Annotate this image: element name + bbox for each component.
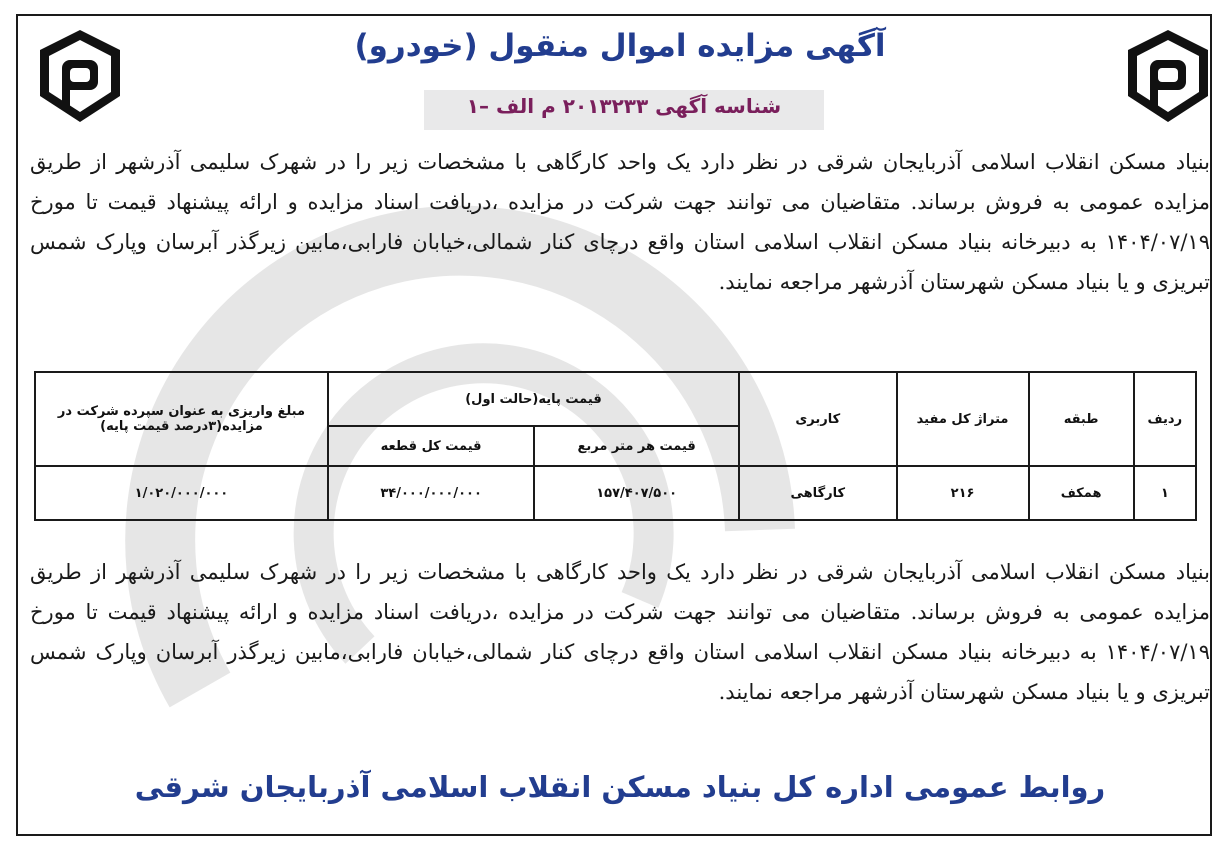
- header-row-no: ردیف: [1134, 372, 1196, 466]
- public-relations-signature: روابط عمومی اداره کل بنیاد مسکن انقلاب اسلامی آذربایجان شرقی: [134, 770, 1106, 804]
- header-usage: کاربری: [739, 372, 897, 466]
- cell-row-no: ۱: [1134, 466, 1196, 520]
- header-price-per-meter: قیمت هر متر مربع: [534, 426, 739, 466]
- table-row: [35, 466, 1196, 520]
- header-total-price: قیمت کل قطعه: [328, 426, 534, 466]
- cell-area: ۲۱۶: [897, 466, 1029, 520]
- cell-floor: همکف: [1029, 466, 1134, 520]
- bonyad-maskan-logo-icon: [1122, 26, 1214, 126]
- header-floor: طبقه: [1029, 372, 1134, 466]
- notice-paragraph-2: بنیاد مسکن انقلاب اسلامی آذربایجان شرقی در نظر دارد یک واحد کارگاهی با مشخصات زیر را در شهرک سلیمی آذرشهر از طریق مزایده عمومی به فروش برساند. متقاضیان می توانند جهت شرکت در مزایده ،دریافت اسناد مزایده و ارائه پیشنهاد قیمت تا مورخ ۱۴۰۴/۰۷/۱۹ به دبیرخانه بنیاد مسکن انقلاب اسلامی استان واقع درچای کنار شمالی،خیابان فارابی،مابین زیرگذر آبرسان وپارک شمس تبریزی و یا بنیاد مسکن شهرستان آذرشهر مراجعه نمایند.: [30, 560, 1210, 704]
- header-base-price: قیمت پایه(حالت اول): [328, 372, 739, 426]
- cell-usage: کارگاهی: [739, 466, 897, 520]
- header-deposit: مبلغ واریزی به عنوان سپرده شرکت در مزایده(۳درصد قیمت پایه): [35, 372, 328, 466]
- notice-paragraph-1: بنیاد مسکن انقلاب اسلامی آذربایجان شرقی در نظر دارد یک واحد کارگاهی با مشخصات زیر را در شهرک سلیمی آذرشهر از طریق مزایده عمومی به فروش برساند. متقاضیان می توانند جهت شرکت در مزایده ،دریافت اسناد مزایده و ارائه پیشنهاد قیمت تا مورخ ۱۴۰۴/۰۷/۱۹ به دبیرخانه بنیاد مسکن انقلاب اسلامی استان واقع درچای کنار شمالی،خیابان فارابی،مابین زیرگذر آبرسان وپارک شمس تبریزی و یا بنیاد مسکن شهرستان آذرشهر مراجعه نمایند.: [30, 150, 1210, 294]
- notice-title: آگهی مزایده اموال منقول (خودرو): [354, 28, 886, 64]
- bonyad-maskan-logo-icon: [34, 26, 126, 126]
- notice-id: شناسه آگهی ۲۰۱۳۲۳۳ م الف –۱: [466, 94, 782, 118]
- auction-table: [34, 371, 1197, 521]
- header-area: متراژ کل مفید: [897, 372, 1029, 466]
- cell-price-per-meter: ۱۵۷/۴۰۷/۵۰۰: [534, 466, 739, 520]
- cell-total-price: ۳۴/۰۰۰/۰۰۰/۰۰۰: [328, 466, 534, 520]
- cell-deposit: ۱/۰۲۰/۰۰۰/۰۰۰: [35, 466, 328, 520]
